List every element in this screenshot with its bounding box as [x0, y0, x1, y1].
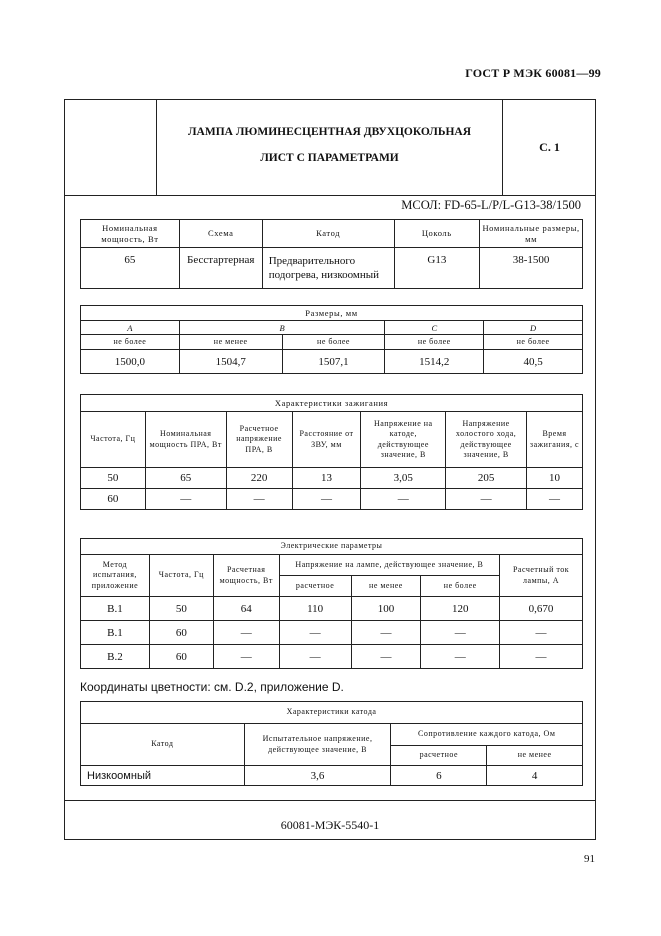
limit-cell: не более: [282, 335, 385, 350]
header-cell: Частота, Гц: [149, 555, 213, 597]
limit-cell: не более: [385, 335, 484, 350]
subheader-cell: расчетное: [391, 746, 487, 766]
header-cell: Номинальная мощность, Вт: [81, 220, 180, 248]
cell: Предварительного подогрева, низкоомный: [262, 248, 394, 289]
limit-cell: не более: [81, 335, 180, 350]
cell: 205: [446, 468, 527, 489]
dim-letter: A: [81, 321, 180, 335]
cell: 1507,1: [282, 350, 385, 374]
header-cell: Испытательное напряжение, действующее значение, В: [244, 724, 391, 766]
cell: 120: [421, 597, 500, 621]
title-line-2: ЛИСТ С ПАРАМЕТРАМИ: [260, 152, 399, 164]
cell: 60: [149, 645, 213, 669]
header-cell: Частота, Гц: [81, 412, 146, 468]
title-divider: [64, 195, 596, 196]
header-cell: Напряжение на катоде, действующее значение, В: [361, 412, 446, 468]
table-title: Характеристики зажигания: [81, 395, 583, 412]
header-cell: Расчетный ток лампы, А: [500, 555, 583, 597]
dim-letter: C: [385, 321, 484, 335]
cell: —: [292, 489, 361, 510]
cell: 100: [351, 597, 421, 621]
cell: —: [145, 489, 226, 510]
title-block: [64, 99, 596, 196]
subheader-cell: не менее: [351, 576, 421, 597]
general-table: [80, 219, 583, 289]
limit-cell: не более: [484, 335, 583, 350]
title-line-1: ЛАМПА ЛЮМИНЕСЦЕНТНАЯ ДВУХЦОКОЛЬНАЯ: [187, 126, 472, 138]
cell: —: [279, 621, 351, 645]
cell: —: [213, 621, 279, 645]
cell: 10: [527, 468, 583, 489]
header-cell: Расчетная мощность, Вт: [213, 555, 279, 597]
cell: 50: [149, 597, 213, 621]
cell: —: [527, 489, 583, 510]
header-cell: Схема: [179, 220, 262, 248]
limit-cell: не менее: [179, 335, 282, 350]
header-cell: Номинальная мощность ПРА, Вт: [145, 412, 226, 468]
footer-code: 60081-МЭК-5540-1: [280, 818, 380, 832]
cell: —: [421, 621, 500, 645]
dim-letter: D: [484, 321, 583, 335]
header-cell: Напряжение холостого хода, действующее значение, В: [446, 412, 527, 468]
cell: 1514,2: [385, 350, 484, 374]
cell: 50: [81, 468, 146, 489]
cell: 6: [391, 766, 487, 786]
cell: В.1: [81, 597, 150, 621]
cell: Низкоомный: [81, 766, 245, 786]
cell: 65: [81, 248, 180, 289]
table-title: Характеристики катода: [81, 702, 583, 724]
cell: 60: [81, 489, 146, 510]
header-cell: Метод испытания, приложение: [81, 555, 150, 597]
cell: 64: [213, 597, 279, 621]
cell: 4: [487, 766, 583, 786]
cell: 40,5: [484, 350, 583, 374]
table-title: Размеры, мм: [81, 306, 583, 321]
cell: 110: [279, 597, 351, 621]
cell: Бесстартерная: [179, 248, 262, 289]
cell: В.2: [81, 645, 150, 669]
subheader-cell: расчетное: [279, 576, 351, 597]
cell: —: [213, 645, 279, 669]
title-block-left-cell: [64, 99, 157, 196]
cell: —: [446, 489, 527, 510]
header-cell: Сопротивление каждого катода, Ом: [391, 724, 583, 746]
header-cell: Напряжение на лампе, действующее значение, В: [279, 555, 499, 576]
cell: —: [361, 489, 446, 510]
cell: 220: [226, 468, 292, 489]
cell: —: [351, 621, 421, 645]
model-code: МСОЛ: FD-65-L/P/L-G13-38/1500: [401, 198, 581, 212]
cell: 0,670: [500, 597, 583, 621]
header-cell: Катод: [262, 220, 394, 248]
cell: 1500,0: [81, 350, 180, 374]
cell: —: [500, 645, 583, 669]
page-number: 91: [584, 853, 595, 865]
subheader-cell: не менее: [487, 746, 583, 766]
title-block-title: [157, 99, 503, 196]
cell: —: [500, 621, 583, 645]
cell: —: [421, 645, 500, 669]
header-cell: Номинальные размеры, мм: [480, 220, 583, 248]
cell: 13: [292, 468, 361, 489]
cell: G13: [394, 248, 480, 289]
table-title: Электрические параметры: [81, 539, 583, 555]
electrical-table: [80, 538, 583, 669]
subheader-cell: не более: [421, 576, 500, 597]
footer-divider: [64, 800, 596, 801]
cathode-table: [80, 701, 583, 786]
header-cell: Время зажигания, с: [527, 412, 583, 468]
header-cell: Расстояние от ЗВУ, мм: [292, 412, 361, 468]
page-label: С. 1: [539, 140, 560, 154]
cell: 38-1500: [480, 248, 583, 289]
cell: 3,05: [361, 468, 446, 489]
cell: 1504,7: [179, 350, 282, 374]
cell: —: [351, 645, 421, 669]
chromaticity-note: Координаты цветности: см. D.2, приложение D.: [80, 680, 344, 694]
cell: 3,6: [244, 766, 391, 786]
dimensions-table: [80, 305, 583, 374]
cell: В.1: [81, 621, 150, 645]
cell: 65: [145, 468, 226, 489]
cell: 60: [149, 621, 213, 645]
header-cell: Катод: [81, 724, 245, 766]
document-header: ГОСТ Р МЭК 60081—99: [465, 66, 601, 80]
dim-letter: B: [179, 321, 385, 335]
header-cell: Цоколь: [394, 220, 480, 248]
ignition-table: [80, 394, 583, 510]
cell: —: [279, 645, 351, 669]
cell: —: [226, 489, 292, 510]
header-cell: Расчетное напряжение ПРА, В: [226, 412, 292, 468]
